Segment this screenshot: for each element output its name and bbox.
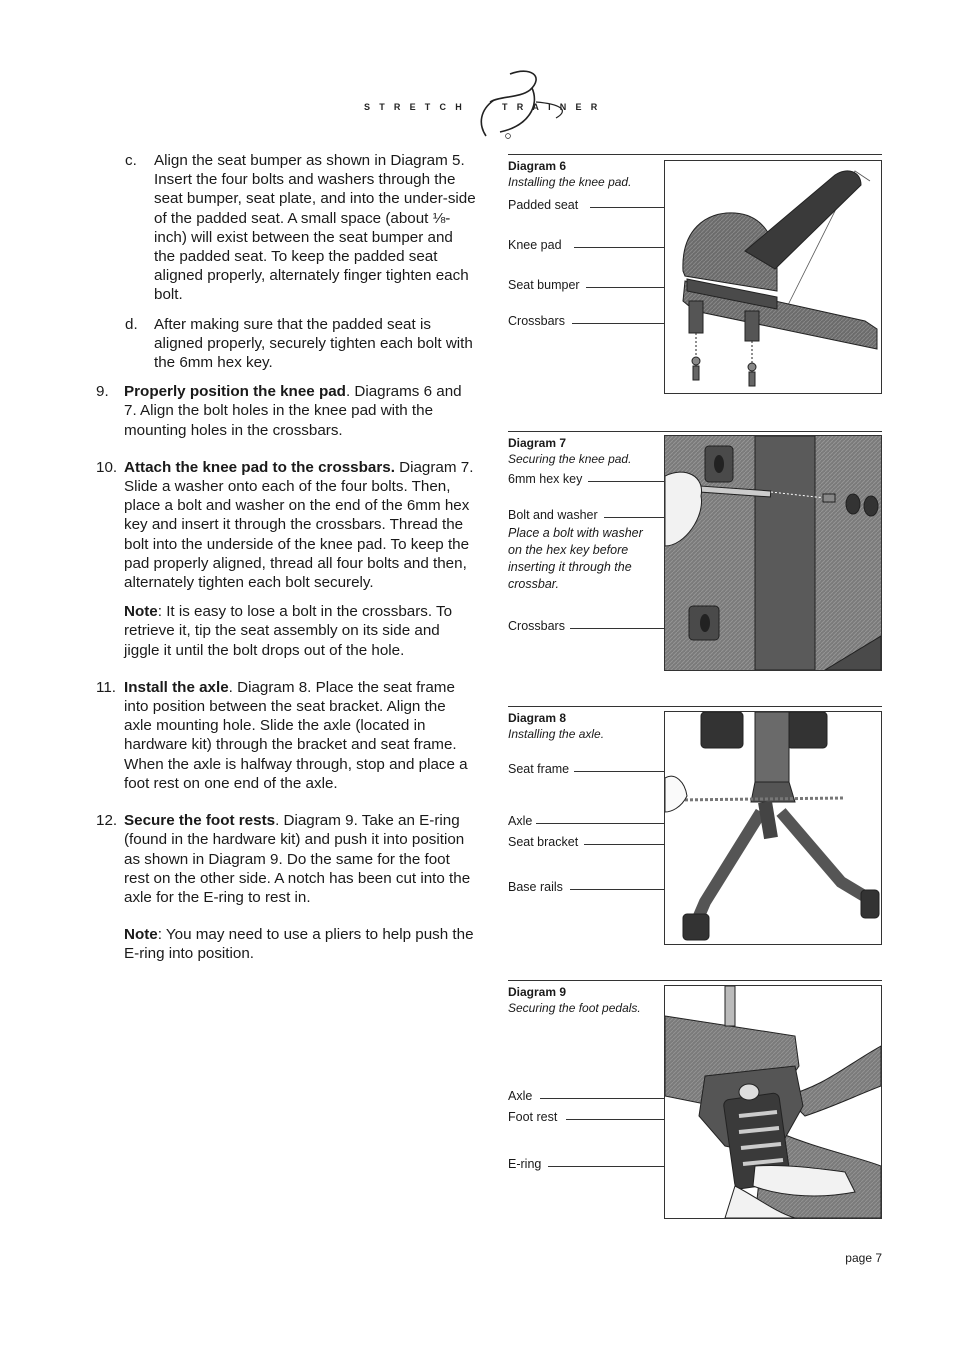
instructions-column — [96, 151, 476, 964]
label-crossbars: Crossbars — [508, 314, 565, 328]
step-heading: Attach the knee pad to the crossbars. — [124, 458, 395, 476]
diagram-9 — [508, 980, 882, 1220]
step-heading: Install the axle — [124, 678, 229, 696]
svg-text:STRETCH: STRETCH — [364, 102, 471, 112]
diagram-title: Diagram 9 — [508, 985, 567, 999]
step-11 — [96, 678, 476, 793]
step-marker: 10. — [96, 458, 118, 476]
diagram-8-illustration — [664, 711, 882, 945]
step-text: After making sure that the padded seat is aligned properly, securely tighten each bolt with the 6mm hex key. — [154, 315, 473, 372]
step-heading: Properly position the knee pad — [124, 383, 346, 401]
note-text: : You may need to use a pliers to help push the E-ring into position. — [124, 926, 474, 963]
diagram-subtitle: Securing the knee pad. — [508, 452, 632, 466]
step-text: . Diagrams 6 and 7. Align the bolt holes in the knee pad with the mounting holes in the crossbars. — [124, 383, 462, 439]
step-marker: d. — [125, 315, 138, 333]
diagram-9-illustration — [664, 985, 882, 1219]
label-hex-key: 6mm hex key — [508, 472, 583, 486]
note-bolt — [124, 602, 476, 660]
step-marker: 9. — [96, 383, 109, 401]
label-e-ring: E-ring — [508, 1157, 542, 1171]
step-heading: Secure the foot rests — [124, 812, 276, 830]
diagram-title: Diagram 8 — [508, 711, 567, 725]
diagram-8 — [508, 706, 882, 946]
label-seat-bumper: Seat bumper — [508, 278, 580, 292]
step-12 — [96, 811, 476, 907]
diagram-title: Diagram 7 — [508, 436, 567, 450]
label-knee-pad: Knee pad — [508, 238, 562, 252]
label-bolt-washer: Bolt and washer — [508, 508, 598, 522]
step-text: . Diagram 9. Take an E-ring (found in the hardware kit) and push it into position as shown in Diagram 9. Do the same for the foot rest on the other side. A notch has been cut into the axle for the E-ring to rest in. — [124, 812, 471, 906]
stretch-trainer-logo — [360, 66, 620, 140]
step-marker: 12. — [96, 812, 118, 830]
note-label: Note — [124, 926, 158, 944]
diagram-6-illustration — [664, 160, 882, 394]
label-padded-seat: Padded seat — [508, 198, 579, 212]
diagram-subtitle: Installing the axle. — [508, 727, 605, 741]
step-10 — [96, 458, 476, 592]
step-text: Align the seat bumper as shown in Diagram 5. Insert the four bolts and washers through the seat bumper, seat plate, and into the under-side of the padded seat. A small space (about ⅛-inch) will exist between the seat bumper and the padded seat. To keep the padded seat aligned properly, alternately finger tighten each bolt. — [154, 152, 476, 304]
label-base-rails: Base rails — [508, 880, 563, 894]
note-text: : It is easy to lose a bolt in the crossbars. To retrieve it, tip the seat assembly on its side and jiggle it until the bolt drops out of the hole. — [124, 603, 453, 659]
label-crossbars: Crossbars — [508, 619, 565, 633]
step-marker: c. — [125, 152, 137, 169]
label-axle: Axle — [508, 814, 533, 828]
label-foot-rest: Foot rest — [508, 1110, 558, 1124]
diagram-subtitle: Securing the foot pedals. — [508, 1001, 641, 1015]
note-pliers — [124, 925, 476, 963]
diagram-7-note: Place a bolt with washer on the hex key before inserting it through the crossbar. — [508, 526, 643, 591]
diagram-subtitle: Installing the knee pad. — [508, 175, 632, 189]
page-number: page 7 — [845, 1251, 882, 1265]
label-seat-frame: Seat frame — [508, 762, 570, 776]
note-label: Note — [124, 603, 158, 621]
label-seat-bracket: Seat bracket — [508, 835, 579, 849]
step-marker: 11. — [96, 678, 116, 696]
diagram-title: Diagram 6 — [508, 159, 567, 173]
diagram-7-illustration — [664, 435, 882, 671]
svg-text:TRAINER: TRAINER — [502, 102, 607, 112]
diagram-6 — [508, 154, 882, 394]
step-d — [96, 315, 476, 373]
label-axle: Axle — [508, 1089, 533, 1103]
step-9 — [96, 382, 476, 440]
step-text: Diagram 7. Slide a washer onto each of the four bolts. Then, place a bolt and washer on the end of the 6mm hex key and insert it through the crossbars. Thread the bolt into the underside of the knee pad. To keep the pad properly aligned, thread all four bolts and then, alternately tighten each bolt securely. — [124, 458, 474, 592]
step-c — [96, 151, 476, 305]
step-text: . Diagram 8. Place the seat frame into position between the seat bracket. Align the axle mounting hole. Slide the axle (located in hardware kit) through the bracket and seat frame. When the axle is halfway through, stop and place a foot rest on one end of the axle. — [124, 678, 468, 792]
diagram-7 — [508, 431, 882, 671]
